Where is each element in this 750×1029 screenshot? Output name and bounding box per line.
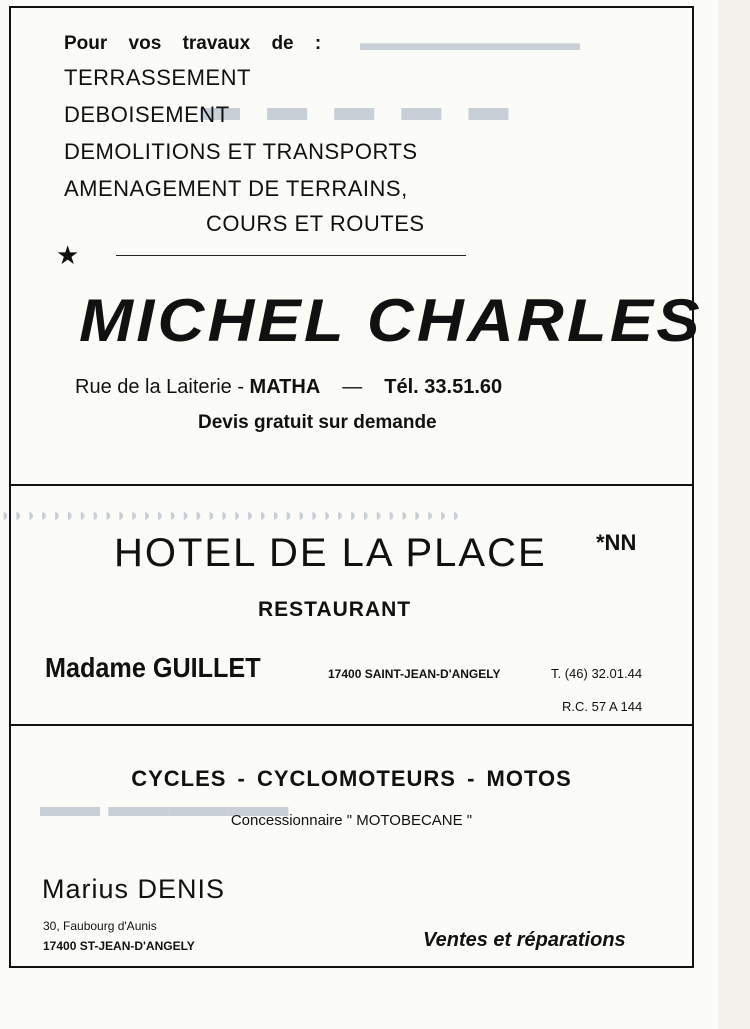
service-item: DEBOISEMENT (64, 102, 230, 127)
ad-hotel-de-la-place (11, 486, 692, 726)
town: MATHA (249, 376, 321, 398)
hotel-name: HOTEL DE LA PLACE (114, 531, 547, 575)
phone: Tél. 33.51.60 (384, 376, 503, 398)
page-edge (718, 0, 750, 1029)
street: Rue de la Laiterie - (75, 376, 250, 398)
ad3-tagline: Ventes et réparations (423, 929, 626, 951)
ad1-intro: Pour vos travaux de : (64, 33, 322, 54)
service-item: DEMOLITIONS ET TRANSPORTS (64, 139, 418, 164)
hotel-owner: Madame GUILLET (45, 652, 261, 683)
ad3-owner: Marius DENIS (42, 874, 226, 904)
hotel-town: 17400 SAINT-JEAN-D'ANGELY (328, 667, 501, 681)
service-item: TERRASSEMENT (64, 65, 251, 90)
hotel-registration: R.C. 57 A 144 (562, 699, 643, 714)
bleed-through-text: ▬▬▬▬▬▬▬▬▬▬ ▬ ▬ ▬ ▬ ▬ ▬▬ ▬▬▬▬▬▬ ◗◗◗◗◗◗◗◗◗◗◗◗◗◗◗◗◗◗◗◗◗◗◗◗◗◗◗◗◗◗◗◗◗◗◗◗ (0, 30, 580, 823)
service-item: AMENAGEMENT DE TERRAINS, (64, 176, 408, 201)
hotel-phone: T. (46) 32.01.44 (551, 666, 643, 681)
ad3-street: 30, Faubourg d'Aunis (43, 919, 157, 933)
ad-michel-charles (11, 8, 703, 486)
ad1-address (75, 376, 502, 399)
ad3-town: 17400 ST-JEAN-D'ANGELY (43, 939, 195, 953)
dash: — (342, 376, 363, 398)
star-icon: ★ (56, 240, 80, 270)
quote-note: Devis gratuit sur demande (198, 412, 437, 433)
advertisement-page (9, 6, 703, 968)
ad-marius-denis (11, 726, 692, 966)
ad3-headline: CYCLES - CYCLOMOTEURS - MOTOS (131, 766, 572, 791)
divider (116, 255, 466, 256)
hotel-subtitle: RESTAURANT (258, 598, 412, 621)
hotel-rating: *NN (596, 530, 637, 555)
service-item: COURS ET ROUTES (206, 211, 425, 236)
ad3-dealer: Concessionnaire " MOTOBECANE " (230, 812, 473, 829)
company-name: MICHEL CHARLES (79, 287, 703, 354)
